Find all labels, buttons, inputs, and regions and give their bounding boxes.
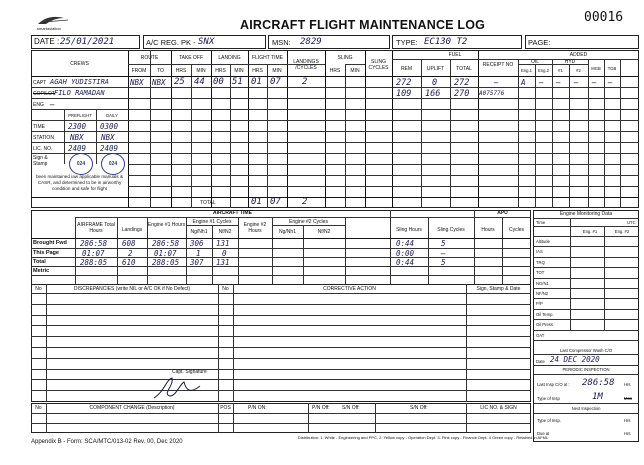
cc-title: COMPONENT CHANGE (Description) [89, 405, 175, 411]
row-label-total: Total [33, 259, 46, 265]
due-at-hrs: Hrs [624, 431, 631, 436]
disc-no-header: No [35, 286, 42, 292]
tgb-header: TGB [607, 66, 617, 71]
takeoff-hrs-value: 25 [174, 77, 185, 87]
sign-stamp-label: Sign & Stamp [33, 155, 48, 167]
acreg-value: SNX [198, 37, 215, 47]
apu-hours-header: Hours [481, 227, 495, 233]
route-header: ROUTE [140, 55, 159, 61]
from-value: NBX [130, 78, 144, 87]
apu-title: APU [497, 210, 508, 216]
t-airframe: 288:05 [80, 258, 108, 267]
due-at-label: Due at [537, 431, 550, 436]
cc-no-header: No [35, 405, 42, 411]
from-header: FROM [131, 68, 147, 74]
em-param-label: TRQ [536, 259, 545, 265]
eng1-ng-header: Ng/Nh1 [190, 229, 208, 235]
at-landings-header: Landings [121, 227, 143, 233]
fuel-rem-value-2: 109 [396, 89, 412, 99]
airframe-header: AIRFRAME Total Hours [77, 222, 115, 234]
type-value: EC130 T2 [424, 37, 468, 47]
last-insp-hrs: Hrs [624, 382, 631, 387]
type-of-insp-label: Type of Insp [537, 396, 560, 401]
date-value: 25/01/2021 [60, 37, 115, 47]
corrective-title: CORRECTIVE ACTION [323, 286, 376, 292]
receipt-value: — [494, 78, 499, 87]
tp-sling-cycles: — [441, 249, 446, 258]
em-param-label: Altitude [536, 239, 550, 244]
lic-preflight: 2409 [68, 144, 87, 153]
fuel-header: FUEL [448, 52, 462, 58]
time-preflight: 2300 [68, 122, 87, 131]
crews-header: CREWS [70, 61, 89, 67]
bf-airframe: 286:58 [80, 239, 108, 248]
form-reference: Appendix B - Form: SCA/MTC/013-02 Rev. 00, Dec 2020 [31, 439, 183, 445]
landing-hrs-value: 00 [213, 77, 224, 87]
t-landings: 610 [122, 258, 136, 267]
landing-header: LANDING [218, 55, 241, 61]
station-label: STATION [33, 135, 54, 141]
eng1-nf-header: Nf/N2 [218, 229, 232, 235]
hyd-header: HYD [564, 59, 576, 65]
comp-wash-date-label: Date [536, 359, 545, 364]
cc-pos-header: POS [220, 405, 231, 411]
cc-sn-off-header: S/N Off: [342, 405, 360, 411]
hyd-1-header: #1 [558, 68, 563, 73]
distribution-note: Distribution: 1. White - Engineering and PPC, 2. Yellow copy - Operation Dept. 3. Pink copy - Finance Dept. 4 Green copy - Retained in AFML [298, 435, 549, 440]
fuel-uplift-value: 0 [432, 78, 438, 88]
total-label: TOTAL [200, 200, 216, 206]
stamp-text-daily: 024 [108, 161, 118, 167]
eng-label: ENG [33, 102, 44, 108]
logo-text: smartaviation [37, 26, 61, 31]
fuel-total-header: TOTAL [456, 66, 472, 72]
flighttime-header: FLIGHT TIME [252, 55, 283, 61]
mgb-value: — [592, 78, 597, 87]
cc-lic-sign-header: LIC NO. & SIGN [480, 405, 517, 411]
landings-cycles-header: LANDINGS /CYCLES [293, 59, 319, 71]
bf-sling-hours: 0:44 [396, 239, 415, 248]
added-header: ADDED [569, 52, 588, 58]
lic-label: LIC. NO. [33, 146, 53, 152]
em-param-label: IAS [536, 249, 543, 255]
em-param-label: TOT [536, 270, 545, 276]
takeoff-min-header: MIN [196, 68, 206, 74]
total-min: 07 [270, 197, 281, 207]
hyd-2-header: #2 [576, 68, 581, 73]
landing-min-value: 51 [232, 77, 243, 87]
t-sling-cycles: 5 [441, 258, 446, 267]
next-type-label: Type of Insp. [537, 418, 561, 423]
type-of-insp-value: 1M [592, 392, 603, 402]
lic-daily: 2409 [100, 144, 119, 153]
total-landings: 2 [302, 197, 308, 207]
flighttime-min-value: 07 [270, 77, 281, 87]
capt-name: AGAH YUDISTIRA [50, 78, 110, 86]
last-insp-value: 286:58 [582, 378, 615, 388]
sling-min-header: MIN [350, 68, 360, 74]
em-param-label: OAT [536, 332, 545, 338]
eng1-cycles-header: Engine #1 Cycles [192, 219, 232, 225]
bf-nf: 131 [216, 239, 230, 248]
flighttime-min-header: MIN [272, 68, 282, 74]
em-param-label: Oil Press [536, 322, 553, 328]
tp-sling-hours: 0:00 [396, 249, 415, 258]
tp-eng1-hours: 01:07 [154, 249, 177, 258]
station-preflight: NBX [70, 133, 84, 142]
takeoff-header: TAKE OFF [178, 55, 204, 61]
em-eng2-header: Eng. #2 [614, 229, 630, 234]
date-label: DATE : [34, 37, 60, 46]
type-of-insp-mos: Mos [624, 396, 632, 401]
oil-eng2-header: Eng.2 [538, 68, 549, 73]
hyd-2-value: — [574, 78, 579, 87]
sling-hours-header: Sling Hours [396, 227, 422, 233]
last-comp-wash-label: Last Compressor Wash C/O [559, 348, 613, 353]
last-insp-label: Last Insp C/O at : [537, 382, 570, 387]
takeoff-min-value: 44 [194, 77, 205, 87]
apu-cycles-header: Cycles [508, 227, 524, 233]
oil-eng1-header: Eng.1 [521, 68, 532, 73]
bf-sling-cycles: 5 [441, 239, 446, 248]
company-logo [34, 10, 74, 32]
copilot-name: FILO RAMADAN [54, 89, 105, 97]
aircraft-time-title: AIRCRAFT TIME [213, 210, 252, 216]
bf-landings: 608 [122, 239, 136, 248]
fuel-total-value-2: 270 [454, 89, 470, 99]
preflight-header: PREFLIGHT [68, 113, 92, 118]
landings-value: 2 [302, 77, 308, 87]
inspector-stamp-daily [101, 153, 125, 175]
acreg-label: A/C REG. PK - [146, 38, 196, 47]
capt-label: CAPT [33, 80, 47, 86]
receipt-value-2: A075776 [479, 90, 505, 97]
discrepancies-table [31, 284, 531, 402]
to-value: NBX [152, 78, 166, 87]
total-hrs: 01 [251, 197, 262, 207]
t-nf: 131 [216, 258, 230, 267]
fuel-total-value: 272 [454, 78, 470, 88]
comp-wash-date: 24 DEC 2020 [550, 355, 600, 364]
capt-signature [150, 372, 206, 402]
bf-eng1-hours: 286:58 [152, 239, 180, 248]
page-title: AIRCRAFT FLIGHT MAINTENANCE LOG [240, 18, 486, 32]
em-param-label: NF/N2 [536, 291, 549, 296]
eng2-ng-header: Ng/Nh1 [279, 229, 296, 235]
em-time-label: Time [536, 220, 546, 225]
sign-stamp-date-header: Sign, Stamp & Date [476, 286, 521, 292]
em-eng1-header: Eng. #1 [582, 229, 598, 234]
hyd-1-value: — [556, 78, 561, 87]
next-inspection-title: Next Inspection [571, 406, 601, 411]
cc-pn-on-header: P/N ON: [248, 405, 267, 411]
daily-header: DAILY [106, 113, 118, 118]
inspector-stamp-preflight [69, 153, 93, 175]
periodic-inspection-title: PERIODIC INSPECTION [562, 367, 610, 372]
station-daily: NBX [101, 133, 115, 142]
tp-airframe: 01:07 [82, 249, 105, 258]
row-label-this-page: This Page [33, 250, 59, 256]
disc-title: DISCREPANCIES (write NIL or A/C OK if No Defect) [73, 286, 191, 292]
em-utc-label: UTC [627, 220, 636, 225]
em-param-label: Oil Temp. [536, 311, 554, 317]
landing-hrs-header: HRS [215, 68, 226, 74]
t-sling-hours: 0:44 [396, 258, 415, 267]
tp-ng: 1 [196, 249, 201, 258]
fuel-rem-value: 272 [396, 78, 412, 88]
eng1-hours-header: Engine #1 Hours [147, 222, 186, 228]
msn-value: 2829 [300, 37, 322, 47]
cc-sn-off-header-2: S/N Off: [410, 405, 428, 411]
sling-header: SLING [337, 55, 353, 61]
to-header: TO [157, 68, 164, 74]
sling-hrs-header: HRS [329, 68, 341, 74]
flighttime-hrs-header: HRS [252, 68, 263, 74]
at-sling-cycles-header: Sling Cycles [437, 227, 465, 233]
eng2-nf-header: Nf/N2 [317, 229, 331, 235]
t-eng1-hours: 288:05 [152, 258, 180, 267]
t-ng: 307 [190, 258, 204, 267]
em-param-label: P/P [536, 301, 543, 307]
bf-ng: 306 [190, 239, 204, 248]
flighttime-hrs-value: 01 [251, 77, 262, 87]
eng2-cycles-header: Engine #2 Cycles [289, 219, 328, 225]
type-label: TYPE: [396, 38, 418, 47]
row-label-brought-fwd: Brought Fwd [33, 240, 67, 246]
rem-header: REM [400, 66, 413, 72]
em-param-label: NG/N1 [536, 280, 549, 286]
landing-min-header: MIN [234, 68, 244, 74]
tgb-value: — [608, 78, 613, 87]
oil-eng1-value: A [521, 78, 526, 87]
tp-landings: 2 [128, 249, 133, 258]
receipt-header: RECEIPT NO [482, 62, 514, 68]
engine-monitoring-title: Engine Monitoring Data [559, 211, 613, 217]
msn-label: MSN: [272, 38, 291, 47]
page-label: PAGE: [528, 38, 551, 47]
sling-cycles-header: SLING CYCLES [368, 59, 389, 71]
eng2-hours-header: Engine #2 Hours [243, 222, 267, 234]
oil-header: OIL [530, 59, 540, 65]
tp-nf: 0 [222, 249, 227, 258]
next-type-hrs: Hrs [624, 418, 631, 423]
fuel-uplift-value-2: 166 [425, 89, 441, 99]
capt-signature-label: Capt. Signature [172, 369, 207, 375]
stamp-text-preflight: 024 [76, 161, 86, 167]
time-daily: 0300 [100, 122, 119, 131]
mgb-header: MGB [591, 66, 601, 71]
row-label-metric: Metric [33, 268, 50, 274]
uplift-header: UPLIFT [426, 66, 445, 72]
copilot-label: COPILOT [33, 91, 55, 97]
time-label: TIME [33, 124, 45, 130]
disc-no2-header: No [222, 286, 229, 292]
maintenance-statement: been maintained iaw applicable manuals & CASR, and determined to be in airworthy condition and safe for flight [35, 174, 124, 191]
eng-name: — [50, 100, 55, 109]
cc-pn-off-header: P/N Off: [312, 405, 330, 411]
doc-number: 00016 [584, 10, 624, 25]
oil-eng2-value: — [539, 78, 544, 87]
takeoff-hrs-header: HRS [175, 68, 187, 74]
